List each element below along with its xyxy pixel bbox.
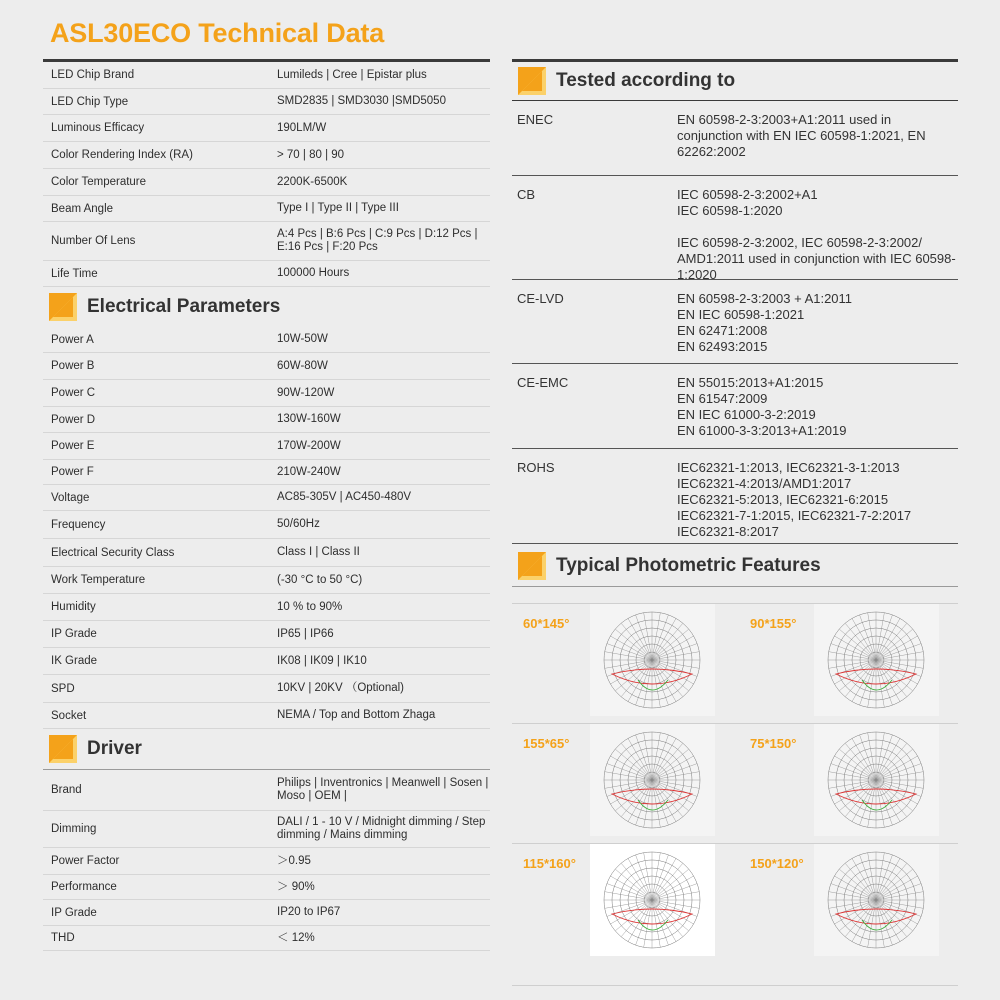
driver-table xyxy=(43,770,490,951)
row-value: Class I | Class II xyxy=(277,546,360,558)
row-label: Frequency xyxy=(51,518,106,531)
photometric-chart xyxy=(590,724,715,836)
table-row xyxy=(43,567,490,594)
table-row xyxy=(43,539,490,567)
general-table xyxy=(43,62,490,287)
row-value: IP65 | IP66 xyxy=(277,627,334,640)
row-value: EN 60598-2-3:2003 + A1:2011 EN IEC 60598-1:2021 EN 62471:2008 EN 62493:2015 xyxy=(677,291,853,354)
row-value: 210W-240W xyxy=(277,465,341,478)
row-value: 10 % to 90% xyxy=(277,600,343,613)
row-value: IK08 | IK09 | IK10 xyxy=(277,654,367,667)
row-value: 2200K-6500K xyxy=(277,175,348,188)
row-value: 100000 Hours xyxy=(277,267,350,279)
section-icon xyxy=(518,67,546,95)
divider xyxy=(512,723,958,724)
row-label: Power C xyxy=(51,387,96,399)
row-value: ＞ 90% xyxy=(277,880,315,893)
row-value: A:4 Pcs | B:6 Pcs | C:9 Pcs | D:12 Pcs | E:16 Pcs | F:20 Pcs xyxy=(277,228,478,253)
table-row xyxy=(43,770,490,811)
table-row xyxy=(43,89,490,115)
polar-diagram xyxy=(814,844,939,956)
photometric-section-header xyxy=(512,546,958,587)
section-title: Electrical Parameters xyxy=(87,296,281,317)
row-value: > 70 | 80 | 90 xyxy=(277,148,345,161)
electrical-table xyxy=(43,327,490,729)
photometric-chart xyxy=(590,844,715,956)
row-value: AC85-305V | AC450-480V xyxy=(277,491,412,503)
row-value: 60W-80W xyxy=(277,359,328,372)
driver-section-header xyxy=(43,729,490,769)
row-value: ＞0.95 xyxy=(277,854,311,867)
row-label: Humidity xyxy=(51,601,96,613)
table-row xyxy=(43,900,490,926)
divider xyxy=(512,985,958,986)
row-value: 10KV | 20KV （Optional) xyxy=(277,682,404,694)
row-label: ENEC xyxy=(517,112,554,127)
row-value: 170W-200W xyxy=(277,439,341,452)
row-label: Socket xyxy=(51,709,87,722)
row-label: CB xyxy=(517,187,536,202)
table-row xyxy=(512,101,958,176)
row-value: IP20 to IP67 xyxy=(277,906,341,918)
row-value: SMD2835 | SMD3030 |SMD5050 xyxy=(277,95,446,107)
row-label: Power A xyxy=(51,333,94,346)
table-row xyxy=(43,142,490,169)
table-row xyxy=(43,407,490,433)
photometric-label: 150*120° xyxy=(750,856,804,871)
row-label: Power E xyxy=(51,440,95,452)
row-value: 190LM/W xyxy=(277,121,327,134)
section-icon xyxy=(49,293,77,321)
section-icon xyxy=(518,552,546,580)
table-row xyxy=(43,648,490,675)
table-row xyxy=(43,380,490,407)
tested-section-header xyxy=(512,62,958,101)
row-label: Beam Angle xyxy=(51,202,114,215)
row-value: IEC62321-1:2013, IEC62321-3-1:2013 IEC62321-4:2013/AMD1:2017 IEC62321-5:2013, IEC62321-6:2015 IEC62321-7-1:2015, IEC62321-7-2:2017 IEC62321-8:2017 xyxy=(677,460,912,539)
photometric-chart xyxy=(814,724,939,836)
polar-diagram xyxy=(590,724,715,836)
row-label: CE-EMC xyxy=(517,375,569,390)
row-label: Work Temperature xyxy=(51,574,146,586)
polar-diagram xyxy=(814,604,939,716)
row-label: CE-LVD xyxy=(517,291,564,306)
photometric-label: 75*150° xyxy=(750,736,797,751)
right-column xyxy=(512,59,958,587)
row-label: THD xyxy=(51,932,75,944)
table-row xyxy=(512,176,958,280)
row-value: 50/60Hz xyxy=(277,518,320,530)
photometric-chart xyxy=(590,604,715,716)
row-label: Brand xyxy=(51,784,82,796)
row-label: Color Rendering Index (RA) xyxy=(51,149,193,161)
table-row xyxy=(512,449,958,544)
table-row xyxy=(43,811,490,848)
table-row xyxy=(43,115,490,142)
row-label: Power D xyxy=(51,413,96,426)
row-value: Philips | Inventronics | Meanwell | Sosen | Moso | OEM | xyxy=(277,777,489,802)
row-label: Power F xyxy=(51,466,94,478)
electrical-section-header xyxy=(43,287,490,327)
photometric-label: 115*160° xyxy=(523,856,576,871)
section-icon xyxy=(49,735,77,763)
row-label: Power B xyxy=(51,360,95,372)
row-label: LED Chip Brand xyxy=(51,69,135,81)
table-row xyxy=(512,364,958,449)
row-label: LED Chip Type xyxy=(51,95,129,108)
table-row xyxy=(43,460,490,485)
table-row xyxy=(43,594,490,621)
row-label: Electrical Security Class xyxy=(51,546,175,559)
row-value: EN 55015:2013+A1:2015 EN 61547:2009 EN IEC 61000-3-2:2019 EN 61000-3-3:2013+A1:2019 xyxy=(677,375,847,438)
divider xyxy=(512,843,958,844)
row-label: Performance xyxy=(51,881,117,893)
page-title: ASL30ECO Technical Data xyxy=(50,18,385,48)
row-value: ＜ 12% xyxy=(277,931,315,944)
photometric-chart xyxy=(814,844,939,956)
row-label: Voltage xyxy=(51,491,90,504)
table-row xyxy=(43,222,490,261)
row-label: IP Grade xyxy=(51,906,97,919)
row-value: NEMA / Top and Bottom Zhaga xyxy=(277,709,436,721)
row-value: EN 60598-2-3:2003+A1:2011 used in conjunction with EN IEC 60598-1:2021, EN 62262:2002 xyxy=(677,112,926,159)
table-row xyxy=(43,169,490,196)
photometric-label: 60*145° xyxy=(523,616,570,631)
row-label: ROHS xyxy=(517,460,555,475)
polar-diagram xyxy=(590,604,715,716)
table-row xyxy=(43,261,490,287)
photometric-label: 90*155° xyxy=(750,616,797,631)
table-row xyxy=(512,280,958,364)
polar-diagram xyxy=(590,844,715,956)
row-label: Life Time xyxy=(51,267,98,280)
table-row xyxy=(43,848,490,875)
photometric-label: 155*65° xyxy=(523,736,570,751)
row-label: IK Grade xyxy=(51,655,98,667)
row-label: SPD xyxy=(51,682,75,695)
section-title: Driver xyxy=(87,738,142,759)
table-row xyxy=(43,327,490,353)
photometric-chart xyxy=(814,604,939,716)
row-label: Dimming xyxy=(51,823,97,835)
section-title: Typical Photometric Features xyxy=(556,555,821,576)
row-value: Lumileds | Cree | Epistar plus xyxy=(277,68,427,81)
row-value: Type I | Type II | Type III xyxy=(277,202,399,214)
table-row xyxy=(43,485,490,511)
table-row xyxy=(43,433,490,460)
table-row xyxy=(43,926,490,951)
divider xyxy=(512,603,958,604)
row-value: (-30 °C to 50 °C) xyxy=(277,573,363,586)
row-value: 130W-160W xyxy=(277,413,341,425)
polar-diagram xyxy=(814,724,939,836)
table-row xyxy=(43,62,490,89)
row-label: Power Factor xyxy=(51,855,120,867)
row-label: Luminous Efficacy xyxy=(51,122,145,134)
row-value: 90W-120W xyxy=(277,386,335,399)
row-label: IP Grade xyxy=(51,628,97,640)
table-row xyxy=(43,621,490,648)
table-row xyxy=(43,353,490,380)
row-label: Color Temperature xyxy=(51,176,147,188)
row-value: IEC 60598-2-3:2002+A1 IEC 60598-1:2020 IEC 60598-2-3:2002, IEC 60598-2-3:2002/ AMD1:2011 used in conjunction with IEC 60598-1:2020 xyxy=(677,187,956,282)
table-row xyxy=(43,703,490,729)
tested-table xyxy=(512,101,958,544)
table-row xyxy=(43,875,490,900)
row-value: 10W-50W xyxy=(277,333,328,345)
table-row xyxy=(43,196,490,222)
row-value: DALI / 1 - 10 V / Midnight dimming / Step dimming / Mains dimming xyxy=(277,816,486,841)
left-column xyxy=(43,59,490,951)
row-label: Number Of Lens xyxy=(51,235,136,247)
section-title: Tested according to xyxy=(556,70,736,91)
table-row xyxy=(43,511,490,539)
table-row xyxy=(43,675,490,703)
